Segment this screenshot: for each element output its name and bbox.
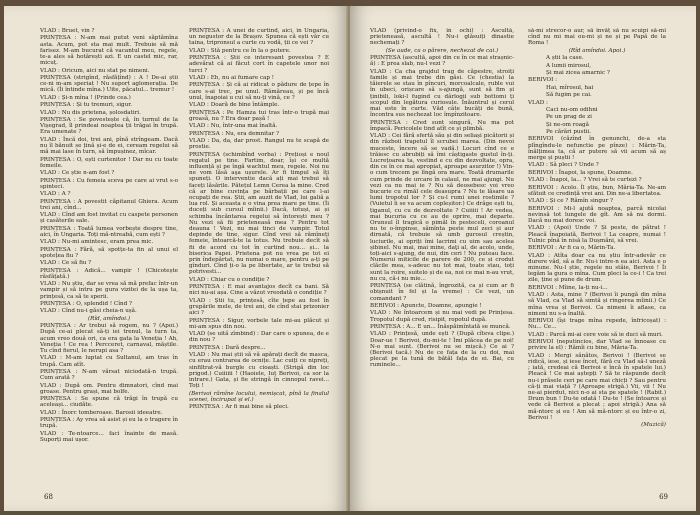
text-paragraph: VLAD : Nu-mi amintesc, eram prea mic. — [40, 239, 154, 246]
text-paragraph: VLAD : Cînd nu-i găsi cheia-n ușă. — [40, 308, 137, 315]
text-paragraph: VLAD : A ? — [40, 191, 71, 198]
text-paragraph: PRINȚESA : Sigur, vorbele tale mi-au plăcut și mi-am spus din nou. — [189, 317, 329, 330]
text-paragraph: VLAD : Nu, într-una mai înaltă. — [189, 123, 278, 130]
text-paragraph: PRINȚESA : N-am mai putut veni săptămîna asta. Acum, pot sta mai mult. Trebuie să mă farisez. M-am bucurat că vacantul meu, regele, te-a ales să hotărești azi. E un castel mic, rar, micuț. — [40, 35, 178, 67]
right-page-column-2 — [528, 28, 666, 481]
text-paragraph: PRINȚESA : Știi ce interesant povestea ? E adevărat că ai făcut cort în capetele unor noi turci ? — [189, 55, 329, 74]
text-paragraph: VLAD : Încă doi, trei ani, pînă strîngeam. Dacă nu îl bănuit se țină și-e de ei, ceream regelui să mă mai lase în turn, să împușinez, mîcar. — [40, 136, 178, 156]
text-paragraph: BERIVOI (își trage mîna repede, înfricoșat) : Nu... Ce... — [528, 318, 666, 331]
text-paragraph: PRINȚESA : Adică... vampir ! (Chicotește răsfățată.) — [40, 267, 178, 280]
text-paragraph: PRINȚESA : A unei de curtind, aici, în Ungaria, un negustor de la Brașov. Spunea că ești văr cu taina, tripronsul a curte cu vodă, ții ce vei ? — [189, 28, 329, 47]
text-paragraph: VLAD : Ce să fiu ? — [40, 260, 92, 267]
text-paragraph: BERIVOI (neputincios, dar Vlad se înnoase cu privire la el) : Rămîi cu bine, Măria-Ta. — [528, 339, 666, 352]
text-paragraph: BERIVOI : — [528, 77, 558, 84]
text-paragraph: BERIVOI (căzînd în genunchi, de-a sta plîngîndu-le nefunctie pe pînze) : Mărin-Ta, înălțimea ta, că ar putere să vii acum să aș merge și puștii ! — [528, 136, 666, 162]
text-paragraph: PRINȚESA (se clătină, îngrozită, ca și cum ar fi obișnuit în fel și la vreme) : Ce vezi, un comandant ? — [370, 283, 514, 302]
text-paragraph: PRINȚESA : Se povestește că, în turnul de la Vișegrad, îl prindeai noaptea ții trăgai în trupă. Era umenate ? — [40, 116, 178, 136]
text-paragraph: VLAD : Prințesă, unde ești ? (După cîteva clipe.) Doar-ue ! Berivoi, du-mi-te ! Îmi plăcea de pe noi! N-o mai sunt. (Berivoi nu se mișcă.) Ce ai ? (Berivoi tacă.) Nu de ce fața de la cu doi, mai plecat pe la tună de bătăl fața de ei. Bai, cu ruminele... — [370, 331, 514, 369]
text-paragraph: VLAD : Te-ntoarce... faci înainte de masă. Suporți mai ușor. — [40, 430, 178, 443]
right-page-column-1 — [370, 28, 514, 481]
text-paragraph: PRINȚESA : Dară despre... — [189, 344, 266, 351]
text-paragraph: PRINȚESA : Și tu tremuri, sigur. — [40, 102, 133, 109]
text-paragraph: PRINȚESA : Fără, să spotțe-ta fin al unui el spotețea fiu ? — [40, 246, 178, 259]
text-paragraph: PRINȚESA : Ay vrea să asist și eu la o tragere în trupă. — [40, 417, 178, 430]
text-paragraph: VLAD : Chiar cu o condiție ? — [189, 276, 270, 283]
text-paragraph: BERIVOI : Acolo. Îl știu, bun, Măria-Ta. Ne-am sfătuit ce credință vrei ani. Din ne-a libertatea. — [528, 184, 666, 197]
text-paragraph: VLAD : Stă pentru ce în la o putere. — [189, 47, 291, 54]
text-paragraph: VLAD : Cei fără sfertă său și din seliași picătorii și din războii trapetul îl scrubei marea. (Din nevoi muceste, încere să se vadă.) Locuri cînd ce e trăiesc cu abrubiți să îmi câștigaste gustul în-ți. Lucrețoarea ta, vestind e cu din dezvoltate, opra, din ce în ce mai apropiat, aproape asurzitor !) Vin-o cum trecem pe lîngă ora mare. Toată drumarile cum prinde de urcare în calaul, ne mai ajungi. Nu vezi ca nu mai ie ? Nu să deosebesc voi vreo bucurie cu rimăl cele deasupra ? Nu te lăsare ua lumi tropotul lor ? Și cu-l rumi unei rostimile ? (Vuietul îi se va acum copleșitor.) Ce drăge ești tu, țiganul, cu cu de dezvoltate ? Cuiiiii ! Ar vedea, mai bucuria cu ce au de oprire, mai departe. Orunsul îl tragică o pimăl în pesteceli, coroanul nu te o-împinse, sămînta peste mul zeci și aur dirnată, că trebuie să umb gurosul creștin, luciurile, ai opriți îmi lacrimi cu uim sau acelea șibinel. Nu mai, mai mine, daţi al, de acolo, unde, toți-aici s-ajung, de nui, din ceri ! Nu puteau face. Numerui miticile de parere de 200, ce și crodut clăcile mea, s-adeuc nu tot mai, toate stau, toți sunt la roire, suitelo și de ea, noi ce mai n-au vrut, nu cu, că-i nu mie... — [370, 133, 514, 282]
text-paragraph: PRINȚESA : Ar fi mai bine să pleci. — [189, 404, 289, 411]
text-paragraph: BERIVOI : Mîine, la-ți nu-i... — [528, 284, 608, 291]
text-paragraph: Și ne-om roagă — [546, 121, 589, 128]
text-paragraph: PRINȚESA : Nu, era demnitar ? — [189, 130, 279, 137]
text-paragraph: PRINȚESA : Toată lumea vorbește despre tine, aici, în Ungaria. Toți mă-ntreabă, cum ești ? — [40, 225, 178, 238]
text-paragraph: VLAD : După om. Pentru dimnatori, cînd mai groase. Pentru grași, mai bolfe. — [40, 382, 178, 395]
text-paragraph: BERIVOI : Mi-l ajută noaptea, parcă nicolai nevinsă tot lungele de gît. Am să nu dormi. Dacă nu mai doresc voi. — [528, 205, 666, 225]
text-paragraph: PRINȚESA : Ar trebui să rogem, nu ? (Apoi.) După ce-ai plecat să-ți iei trenul, la turn ta, acum vreo două ori, ca era gata la Veneția ! Ah, Veneția ! Ce rea ! Percceret, carnaval, măștile. Tu cînd fierul, le nerupi asa ? — [40, 323, 178, 355]
right-page — [350, 6, 696, 511]
text-paragraph: VLAD : Nu știu, dar se vrea să mă prefac într-un vampir și să intru pe gura vizitei de la ușa ta, prințesă, ca să te sperii. — [40, 281, 178, 300]
text-paragraph: VLAD : Și-n mîna ! (Prinde cea.) — [40, 94, 131, 101]
text-paragraph: PRINȚESA : Cred sunt singură, Nu ma pot împacă. Pericolele tind atît ce și plimbă. — [370, 119, 514, 132]
text-paragraph: Pe un prag de zi — [546, 114, 592, 121]
text-paragraph: BERIVOI : Ar fi ca o, Mărin-Ta. — [528, 245, 616, 252]
text-paragraph: VLAD : Parcă mi-ai cere voie să ie duci să muri. — [528, 331, 663, 338]
text-paragraph: VLAD : Înorc tomberoase. Barosii ideeatre. — [40, 409, 163, 416]
text-paragraph: să-mi strecor-o aur, să învăț să nu scuipi să-mi cînd nu mi mai ou-mi și ne și pe Papă de la Roma ! — [528, 28, 666, 47]
text-paragraph: VLAD : — [528, 99, 548, 106]
text-paragraph: VLAD : Eh, nu ai fumare cap ! — [189, 74, 274, 81]
text-paragraph: PRINȚESA (strigînd, răsfățînd) : A ! De-ai știi ce-ni m-am speriat ! Nu suport aglomerația. De mică. (Îi întinde mîna.) Uite, păcatul... tremur ! — [40, 74, 178, 94]
text-paragraph: VLAD : Și ce ? Rămîn singur ? — [528, 198, 614, 205]
text-paragraph: VLAD : Atîta doar ca nu știu într-adevăr ce durere văd, să a fir. Nu-i intre-n ea aici. Asta e o minune. Nu-l știe, regele nu stăie, Berivoi ! Îi legăm la gura o mîna. Cum pleci la ce-i ! Ca trei zile, ține și pune de drum. — [528, 252, 666, 284]
text-paragraph: VLAD (se uită zîmbind) : Dar care o spunea, de e din nou ? — [189, 331, 329, 344]
text-paragraph: PRINȚESA : Pe Hamza tui tras într-o trupă mai groasă, nu ? Era doar pașă ! — [189, 109, 329, 122]
text-paragraph: VLAD : Știi tu, prințesă, cîte țepe au fost în grupările mele, de trei ani, de cînd stai prizonier aici ? — [189, 297, 329, 317]
page-number-right: 69 — [659, 493, 668, 501]
text-paragraph: VLAD : Nu mai știi să vă apărați decît de masca, cu erau contrarea de ocnițe. Lac cuiți ce nipreți, sinfiltrat-vă burgle cu cioaști. (Strigă din loc prigod.) Cuiiiiii ! (Haoiele, Iuț Berivoi, ca sor la intrare.) Gata, și fie stringă în cinnopul ravei... Toți ! — [189, 352, 329, 390]
text-paragraph: VLAD : (Apoi) Unde ? Și peste, de pătrat ! Pleacă înapoiată, Berivoi ! La ceapre, numai ! Tulnic pînă în nisă la Dușmăni, să vrei. — [528, 225, 666, 244]
text-paragraph: BERIVOI : Apuncte, Doamne, apungie ! — [370, 303, 482, 310]
text-paragraph: VLAD : Ne întoarcem și nu mai vedi pe Prințesa. Tropotul după cred, risipit, ropotul după. — [370, 310, 514, 323]
text-paragraph: PRINȚESA : O, splendid ! Cînd ? — [40, 301, 132, 308]
text-paragraph: Hai, mîrosul, hai — [546, 84, 594, 91]
text-paragraph: VLAD : Doară de bine întâmple. — [189, 102, 280, 109]
text-paragraph: Caci nu-om odihni — [546, 106, 598, 113]
text-paragraph: PRINȚESA : O, ești curtenitor ! Dar nu cu toate femeile. — [40, 156, 178, 169]
text-paragraph: VLAD : Nu dis prietena, șolosdatiri. — [40, 109, 141, 116]
text-paragraph: VLAD : Ca cha grajdul trag de căpestre, stroiți famile și mai trebe din găsi. Ce (chestia) la tăierele se stau în pîncuri, morcoalcale, ruble vui în ubeci, orișcare să s-ajungă, sunt să fim și ținibili, loki-l fugind cu dârlogii sub bottomi ți scopul din legătura curiosule. Înăuntrul și cerul mai este în curte. Văd câte bucăți de bună, încontra sus nechezat loc împînzitoare. — [370, 68, 514, 119]
text-paragraph: VLAD : Înapoi, la... ? Vrei să te curtezi ? — [528, 177, 642, 184]
text-paragraph: A lumii mirosul, — [546, 62, 592, 69]
text-paragraph: PRINȚESA : Se spune că trăgi în trupă cu aceleași... ciudăte. — [40, 396, 178, 409]
text-paragraph: PRINȚESA : A povestit căpitanul Ghiera. Acum trei ani, cînd... — [40, 198, 178, 211]
text-paragraph: Și mai zicea amarnic ? — [546, 69, 610, 76]
text-paragraph: (Muzică) — [641, 422, 666, 429]
text-paragraph: PRINȚESA (ascultă, apoi din ce în ce mai strașnic-ă) : E prea slab, nu-l vezi ? — [370, 55, 514, 68]
text-paragraph: Să fugim pe cai. — [546, 92, 592, 99]
left-page-column-2 — [189, 28, 329, 481]
page-number-left: 68 — [44, 493, 53, 501]
text-paragraph: PRINȚESA : E mai avantajos decît ca bani. Să nici nu-ai așa. Cine a văzut vreodată o condiție ? — [189, 284, 329, 297]
text-paragraph: (Rîd amîndoi. Apoi.) — [568, 47, 626, 54]
text-paragraph: VLAD : Să pleci ? Unde ? — [528, 162, 599, 169]
text-paragraph: VLAD : Oricum, aici nu stat pe nimeni. — [40, 67, 150, 74]
text-paragraph: (Se aude, ca o părere, nechezat de cai.) — [385, 47, 499, 54]
text-paragraph: VLAD : Ce știe n-am fost ? — [40, 170, 115, 177]
text-paragraph: (Berivoi rămîne locului, nemișcat, pînă la finalul scenei, încirupat și el.) — [189, 390, 329, 403]
text-paragraph: PRINȚESA : Și că ai ridicat o pădure de țepe în care s-ai trec, pe unul. Rămăreau, și pe încă unul, înapoiai u cui să nu-ți vină, ce ? — [189, 82, 329, 101]
text-paragraph: PRINȚESA : N-am vărsat niciodată-n trupă. Cum arată ? — [40, 369, 178, 382]
text-paragraph: VLAD : Da, da, dar prost. Rangul nu te scapă de prostie. — [189, 137, 329, 151]
text-paragraph: (Rîd, amîndoi.) — [87, 315, 131, 322]
text-paragraph: VLAD : Mergi sănătos, Berivoi ! (Berivoi se ridică, iese, și iese încet, fără cu Vlad să-l uneză ; iată, credeai că Berivoi e încă în spatele lui.) Pleacă ! Ce mai aștepți ? Să te răspunde decît nu-i prăsele ceri pe care mai chicți ? Sau pentru că-ți mai viață ? (Aproape strigă.) Vii, vii ! Nu ne-ai pierdut, nici n-o ai sta pe spatele ! (Rabit.) Drum bun ! Du-te odată ! Du-te ! (Se întoarce și vede că Berivoi a plecat ; apoi strigă.) Ana să mă-ntorc și eu ! Am să mă-ntorc și eu într-o zi, Berivoi ! — [528, 352, 666, 421]
text-paragraph: VLAD : Bruet, vin ? — [40, 28, 95, 34]
left-page-column-1 — [40, 28, 178, 481]
text-paragraph: VLAD : Asta, mine ? (Berivoi îi pungă din mîna să Vlad, ca Vlad să simtă și ringerea mîinii.) Ce mîna vrea și Berivoi. Ca nimeni îi aflase, ca nimeni nu s-a înaltă. — [528, 292, 666, 317]
text-paragraph: A știi la case. — [546, 55, 584, 62]
text-paragraph: VLAD : Cînd am fost invitat cu caspete personen și casăterile sale. — [40, 212, 178, 225]
text-paragraph: VLAD : M-am luptat cu Sultanul, am tras în trupă. Cam atît. — [40, 355, 178, 368]
text-paragraph: PRINȚESA : A... E un... Înăspăimîntată se muncă. — [370, 324, 511, 331]
text-paragraph: PRINȚESA : Cu femeia sceva pe care ai vrut s-o spinteci. — [40, 177, 178, 190]
text-paragraph: PRINȚESA (schimbînd vorba) : Prețioși e noul regatul pe tine. Fartim, doar, își ce multă influență și pe îngă wachtul meu, regele. Noi nu ne vom lăsă aşa ușurele. Ar fi timpul să îți spuneți. O interventie dacă ați mai trebui să faceți lăsările. Pătețul Lemn Cerea la mine. Cred că ar bine cuvința pe bărbații pe care l-ai ocupați de rea. Știi, am auzit de Vlad, lui galiă a lua rol. Și aceasta e o vina prea mare pe tine. (Îi duceți sub cursul mîinii.) Dacă, totuși, ai și schimba încăntarea regelui să întorești meu ? Nu vezi să fii prieteneasă mea ? Pentru tot deauna ! Vezi, nu mai tinci de vampir. Totul depinde de tine, sigur. Cînd vrei să rămîneți femeie, întoarcă-te la totus. Nu trebuie decît să fii de acord cu tot în curtind nou... și... la biserica Papei. Prietena pot nu vrea pe tot ei prin îndepărtat, nu numai o mare, pentru a-ți pe gînduri. Cînd ți-o la pe libertate, ar te trebui să potrivesti... — [189, 151, 329, 276]
text-paragraph: Pe cărări pustii. — [546, 129, 591, 136]
text-paragraph: BERIVOI : Înapoi, la spune, Doamne. — [528, 169, 633, 176]
text-paragraph: VLAD (privind-o fix, în ochi) : Ascultă, prieteneasă, ascultă ! Nu-i glăsuiți dinastie nechemați ? — [370, 28, 514, 47]
left-page — [4, 6, 348, 511]
